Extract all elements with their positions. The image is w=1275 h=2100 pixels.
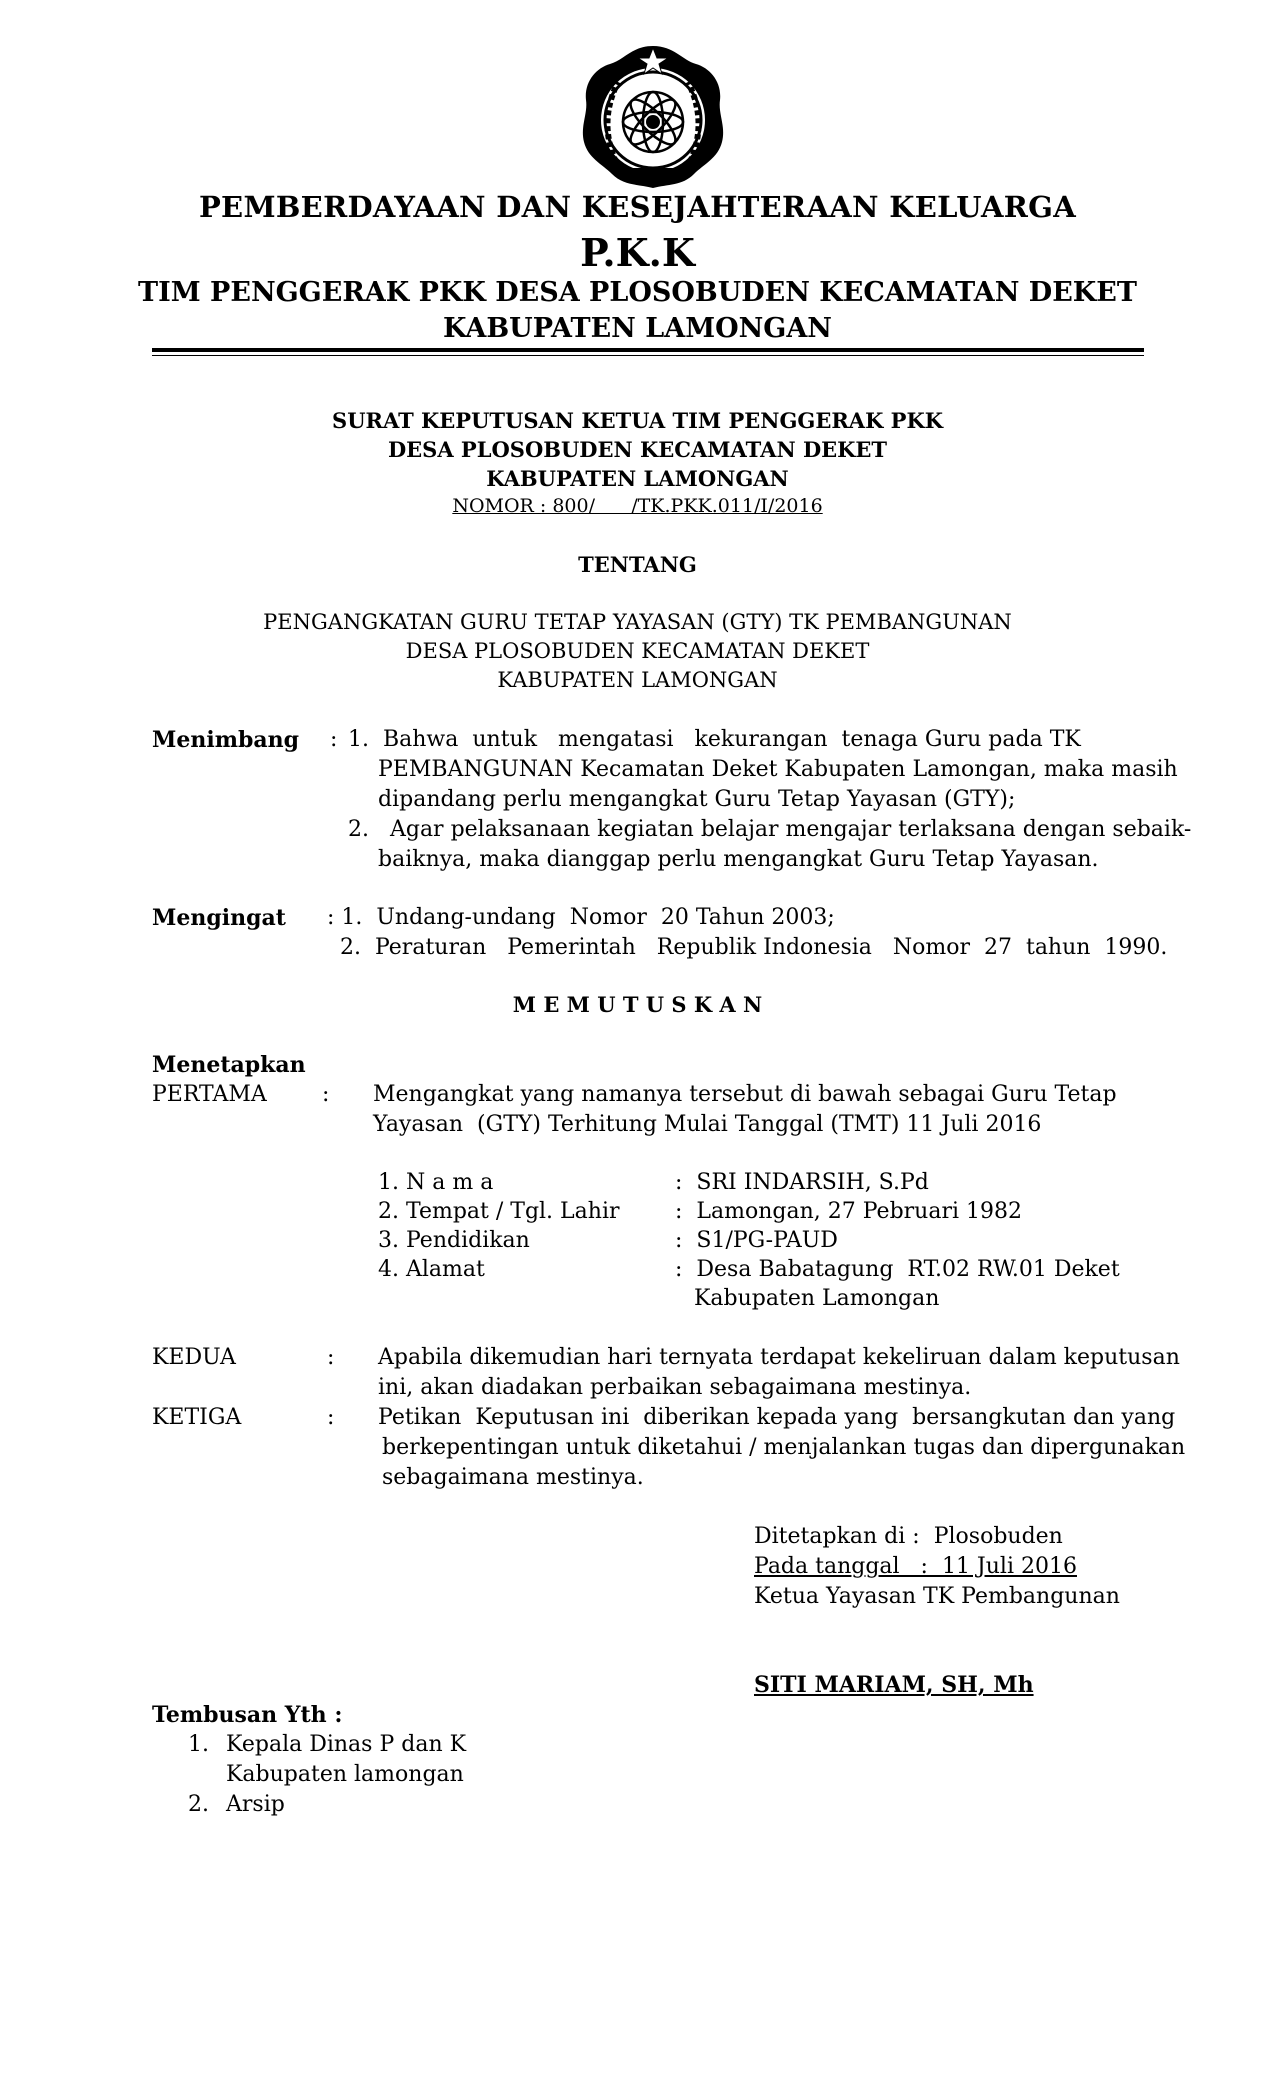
first-colon: :	[322, 1082, 330, 1107]
about-line-3: KABUPATEN LAMONGAN	[497, 668, 778, 692]
considering-label: Menimbang	[152, 727, 299, 753]
considering-item-1-line-1: 1. Bahwa untuk mengatasi kekurangan tenaga Guru pada TK	[348, 727, 1081, 752]
field-value-education: : S1/PG-PAUD	[675, 1228, 838, 1253]
considering-item-1-line-3: dipandang perlu mengangkat Guru Tetap Yayasan (GTY);	[378, 787, 1016, 812]
remembering-item-2: 2. Peraturan Pemerintah Republik Indonesia Nomor 27 tahun 1990.	[340, 935, 1168, 960]
third-colon: :	[327, 1405, 335, 1430]
cc-item-1-line-2: Kabupaten lamongan	[226, 1762, 464, 1787]
about-label: TENTANG	[578, 552, 697, 577]
third-line-2: berkepentingan untuk diketahui / menjalankan tugas dan dipergunakan	[382, 1435, 1186, 1460]
cc-item-1-line-1: Kepala Dinas P dan K	[226, 1732, 467, 1757]
remembering-label: Mengingat	[152, 905, 286, 931]
second-colon: :	[327, 1345, 335, 1370]
first-line-1: Mengangkat yang namanya tersebut di bawah sebagai Guru Tetap	[373, 1082, 1117, 1107]
cc-item-1-number: 1.	[188, 1732, 209, 1757]
about-line-2: DESA PLOSOBUDEN KECAMATAN DEKET	[405, 639, 870, 663]
cc-item-2-number: 2.	[188, 1792, 209, 1817]
second-line-1: Apabila dikemudian hari ternyata terdapat kekeliruan dalam keputusan	[378, 1345, 1180, 1370]
considering-item-2-line-1: 2. Agar pelaksanaan kegiatan belajar mengajar terlaksana dengan sebaik-	[348, 817, 1192, 842]
field-value-address-line-2: Kabupaten Lamongan	[694, 1286, 940, 1311]
decides-heading: M E M U T U S K A N	[512, 992, 763, 1017]
first-label: PERTAMA	[152, 1082, 267, 1107]
first-line-2: Yayasan (GTY) Terhitung Mulai Tanggal (TMT) 11 Juli 2016	[373, 1112, 1042, 1137]
field-label-address: 4. Alamat	[378, 1257, 485, 1282]
signature-place: Ditetapkan di : Plosobuden	[754, 1524, 1063, 1549]
field-value-birth: : Lamongan, 27 Pebruari 1982	[675, 1199, 1022, 1224]
letterhead-rule-thick	[152, 348, 1144, 352]
letterhead-rule-thin	[152, 355, 1144, 356]
field-label-education: 3. Pendidikan	[378, 1228, 530, 1253]
field-value-name: : SRI INDARSIH, S.Pd	[675, 1170, 929, 1195]
remembering-item-1: : 1. Undang-undang Nomor 20 Tahun 2003;	[327, 905, 835, 930]
letterhead-line-3: TIM PENGGERAK PKK DESA PLOSOBUDEN KECAMATAN DEKET	[138, 277, 1137, 308]
considering-colon: :	[330, 727, 338, 752]
decree-title-line-3: KABUPATEN LAMONGAN	[486, 466, 789, 491]
considering-item-2-line-2: baiknya, maka dianggap perlu mengangkat Guru Tetap Yayasan.	[378, 847, 1099, 872]
decree-title-line-2: DESA PLOSOBUDEN KECAMATAN DEKET	[387, 437, 888, 462]
second-label: KEDUA	[152, 1345, 236, 1370]
letterhead-line-4: KABUPATEN LAMONGAN	[443, 313, 832, 344]
decree-title-line-1: SURAT KEPUTUSAN KETUA TIM PENGGERAK PKK	[332, 408, 943, 433]
signature-role: Ketua Yayasan TK Pembangunan	[754, 1584, 1120, 1609]
letterhead-line-1: PEMBERDAYAAN DAN KESEJAHTERAAN KELUARGA	[198, 190, 1077, 224]
field-label-name: 1. N a m a	[378, 1170, 494, 1195]
about-line-1: PENGANGKATAN GURU TETAP YAYASAN (GTY) TK PEMBANGUNAN	[263, 610, 1012, 634]
third-label: KETIGA	[152, 1405, 242, 1430]
letterhead-pkk: P.K.K	[580, 230, 695, 275]
decree-number: NOMOR : 800/ /TK.PKK.011/I/2016	[452, 495, 823, 517]
third-line-1: Petikan Keputusan ini diberikan kepada yang bersangkutan dan yang	[378, 1405, 1176, 1430]
signature-date: Pada tanggal : 11 Juli 2016	[754, 1554, 1077, 1579]
pkk-emblem-logo-icon	[578, 42, 728, 192]
field-label-birth: 2. Tempat / Tgl. Lahir	[378, 1199, 620, 1224]
second-line-2: ini, akan diadakan perbaikan sebagaimana mestinya.	[378, 1375, 972, 1400]
third-line-3: sebagaimana mestinya.	[382, 1465, 644, 1490]
cc-label: Tembusan Yth :	[152, 1702, 343, 1728]
determine-label: Menetapkan	[152, 1052, 306, 1078]
cc-item-2: Arsip	[226, 1792, 285, 1817]
field-value-address: : Desa Babatagung RT.02 RW.01 Deket	[675, 1257, 1120, 1282]
considering-item-1-line-2: PEMBANGUNAN Kecamatan Deket Kabupaten Lamongan, maka masih	[378, 757, 1178, 782]
signature-name: SITI MARIAM, SH, Mh	[754, 1672, 1034, 1698]
